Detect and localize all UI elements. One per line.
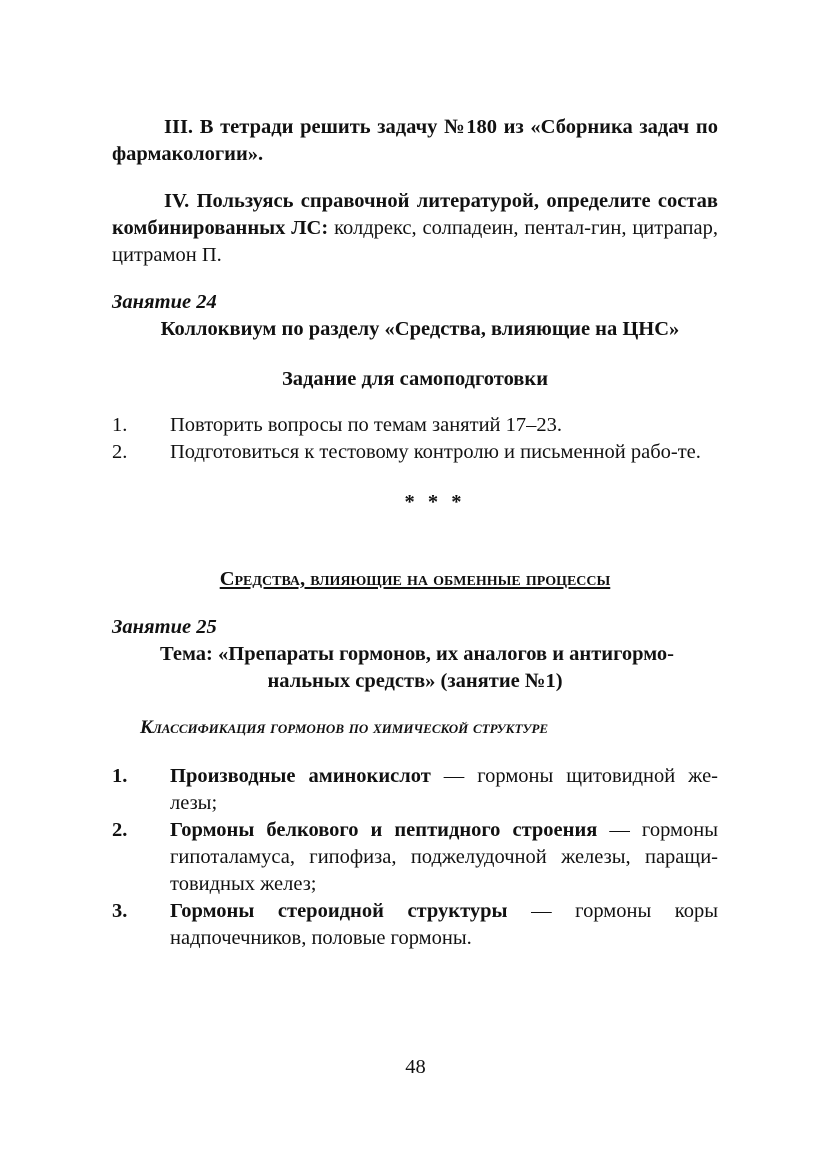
lesson-25-block xyxy=(112,614,718,695)
list-item-text: Подготовиться к тестовому контролю и письменной рабо-те. xyxy=(170,441,701,463)
page-number: 48 xyxy=(405,1056,426,1078)
list-item-number: 3. xyxy=(112,900,128,922)
list-item-number: 2. xyxy=(112,441,128,463)
list-item-term: Гормоны белкового и пептидного строения xyxy=(170,819,598,841)
lesson-24-label: Занятие 24 xyxy=(112,291,217,313)
list-item-description: — гормоны коры надпочечников, половые гормоны. xyxy=(170,900,718,949)
section-title xyxy=(112,566,718,593)
list-item-description: — гормоны щитовидной же-лезы; xyxy=(170,765,718,814)
list-item-number: 2. xyxy=(112,819,128,841)
list-item-number: 1. xyxy=(112,765,128,787)
list-item-term: Гормоны стероидной структуры xyxy=(170,900,508,922)
self-study-heading xyxy=(112,366,718,393)
list-item xyxy=(112,439,718,466)
self-study-list xyxy=(112,412,718,466)
lesson-25-label: Занятие 25 xyxy=(112,616,217,638)
task-4-rest: колдрекс, солпадеин, пентал-гин, цитрапар, цитрамон П. xyxy=(112,217,718,266)
hormone-classification-list xyxy=(112,763,718,952)
lesson-25-title-line-2: нальных средств» (занятие №1) xyxy=(267,670,563,692)
section-separator: * * * xyxy=(404,491,466,513)
task-3-text: III. В тетради решить задачу №180 из «Сборника задач по фармакологии». xyxy=(112,116,718,165)
section-title-text: Средства, влияющие на обменные процессы xyxy=(219,568,611,590)
list-item-description: — гормоны гипоталамуса, гипофиза, поджелудочной железы, паращи-товидных желез; xyxy=(170,819,718,895)
classification-heading-text: Классификация гормонов по химической структуре xyxy=(140,717,549,738)
lesson-25-title-line-1: Тема: «Препараты гормонов, их аналогов и антигормо- xyxy=(159,643,674,665)
task-4-lead: IV. Пользуясь справочной литературой, определите состав комбинированных ЛС: xyxy=(112,190,718,239)
lesson-24-title: Коллоквиум по разделу «Средства, влияющие на ЦНС» xyxy=(160,318,680,340)
list-item-text: Повторить вопросы по темам занятий 17–23. xyxy=(170,414,563,436)
list-item-number: 1. xyxy=(112,414,128,436)
task-4-paragraph xyxy=(112,188,718,269)
list-item xyxy=(112,412,718,439)
list-item-term: Производные аминокислот xyxy=(170,765,431,787)
task-3-paragraph xyxy=(112,114,718,168)
self-study-heading-text: Задание для самоподготовки xyxy=(281,368,549,390)
lesson-24-block xyxy=(112,289,718,343)
list-item xyxy=(112,898,718,952)
list-item xyxy=(112,817,718,898)
list-item xyxy=(112,763,718,817)
classification-heading xyxy=(140,714,746,741)
